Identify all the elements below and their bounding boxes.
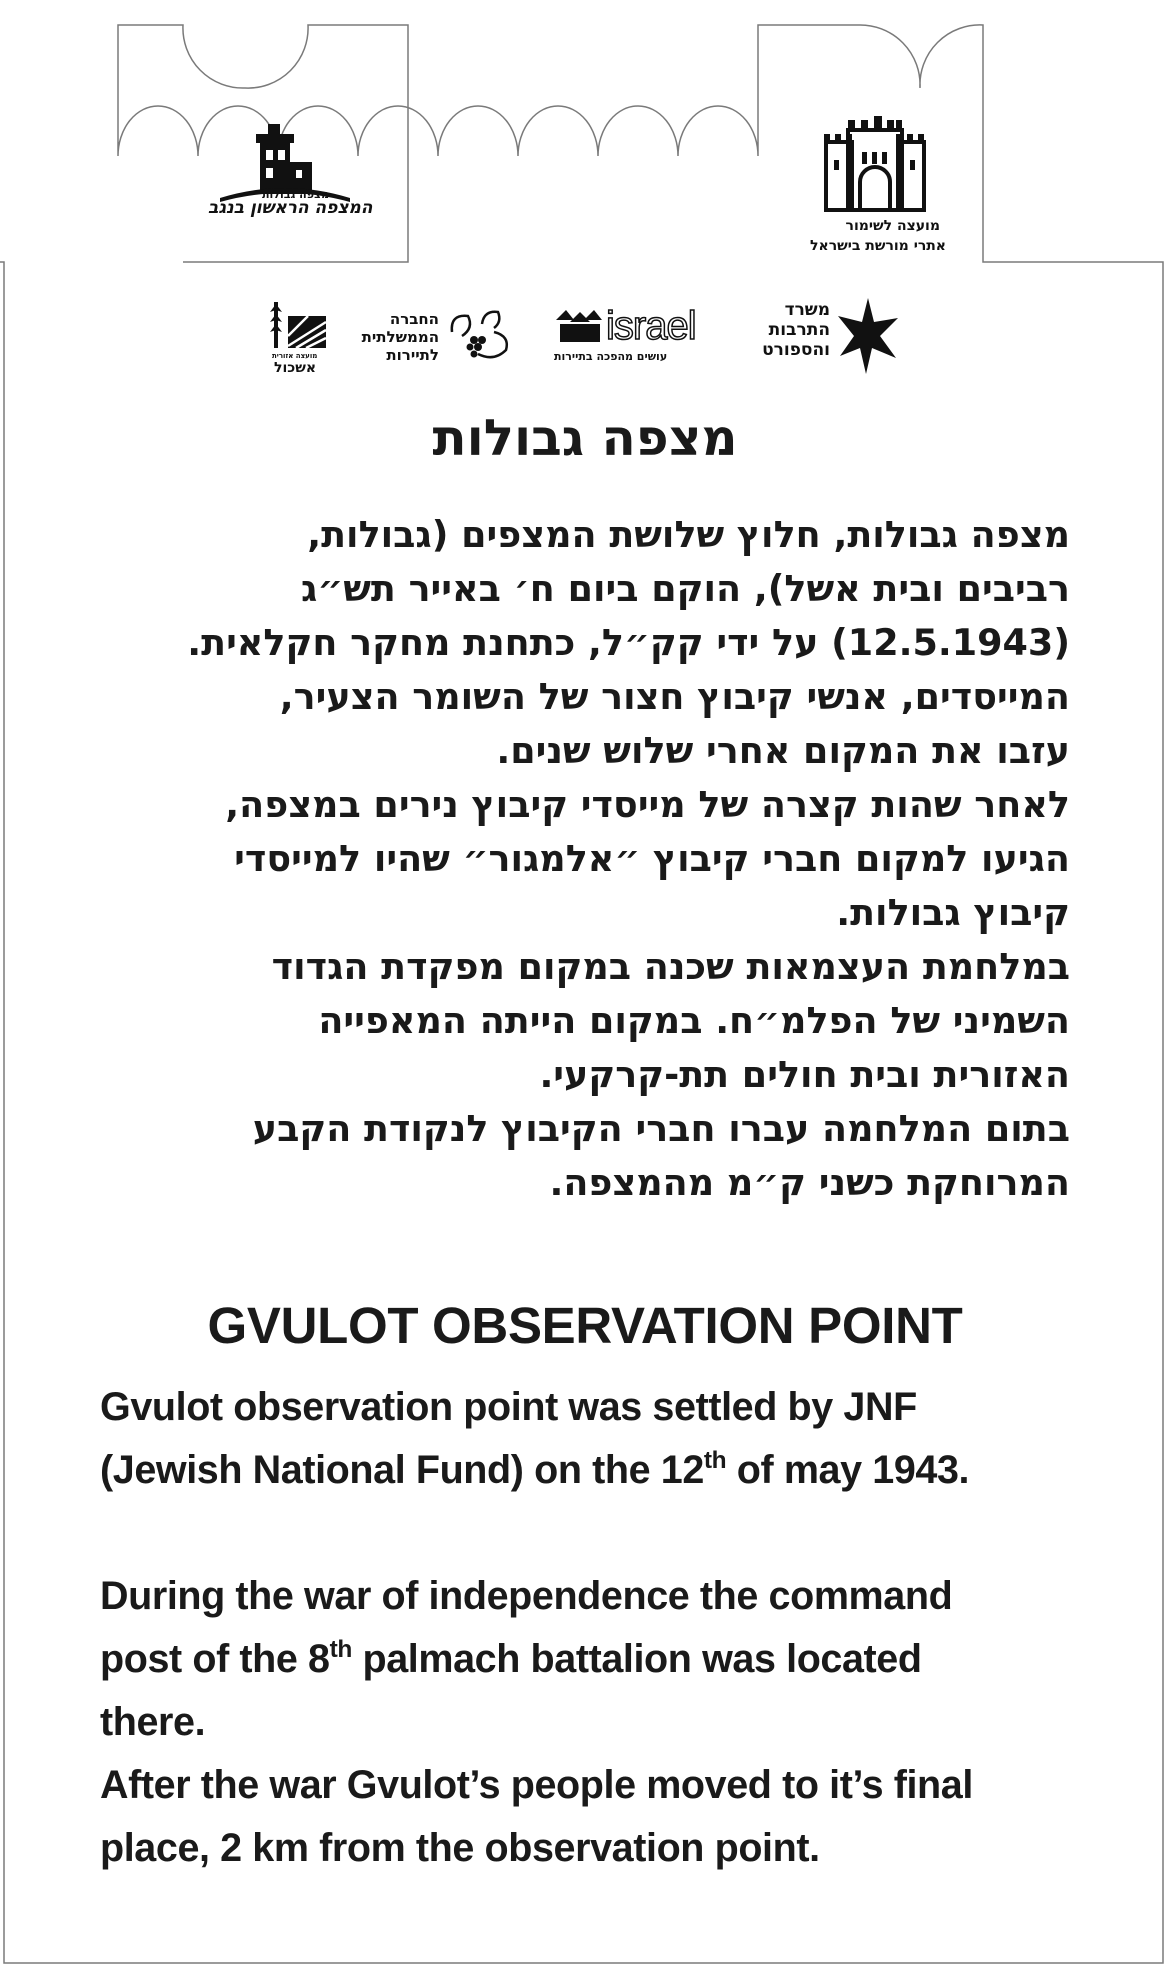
hebrew-line: בתום המלחמה עברו חברי הקיבוץ לנקודת הקבע (252, 1107, 1070, 1150)
hebrew-line: המרוחקת כשני ק״מ מהמצפה. (549, 1161, 1070, 1204)
tourism-company-line1: החברה (389, 310, 439, 328)
english-text: palmach battalion was located (351, 1637, 922, 1681)
grapes-icon (444, 306, 514, 362)
hebrew-line: עזבו את המקום אחרי שלוש שנים. (496, 729, 1070, 772)
star-burst-icon (836, 296, 900, 376)
heritage-council-logo (800, 112, 960, 262)
tourism-company-line2: הממשלתית (361, 328, 439, 346)
ordinal-suffix: th (329, 1635, 352, 1663)
english-body (100, 1376, 1080, 1880)
ministry-line2: התרבות (768, 320, 830, 340)
heritage-council-line2: אתרי מורשת בישראל (810, 238, 946, 254)
ministry-logo (752, 296, 902, 376)
mitzpe-gvulot-top-text: מצפה גבולות (262, 188, 330, 201)
hebrew-line: (12.5.1943) על ידי קק״ל, כתחנת מחקר חקלאית. (187, 621, 1070, 664)
wheat-field-icon (268, 302, 328, 352)
ordinal-suffix: th (703, 1446, 727, 1474)
eshkol-name: אשכול (274, 360, 317, 376)
english-line: After the war Gvulot’s people moved to it’s final (100, 1763, 973, 1807)
tourism-company-line3: לתיירות (386, 346, 439, 364)
eshkol-small-text: מועצה אזורית (272, 352, 318, 360)
hebrew-line: רביבים ובית אשל), הוקם ביום ח׳ באייר תש״ג (301, 567, 1070, 610)
tourism-company-logo (350, 306, 515, 370)
hebrew-line: הגיעו למקום חברי קיבוץ ״אלמגור״ שהיו למייסדי (234, 837, 1070, 880)
english-text: post of the 8 (100, 1637, 330, 1681)
english-text: (Jewish National Fund) on the 12 (100, 1448, 704, 1492)
english-line: place, 2 km from the observation point. (100, 1826, 820, 1870)
hebrew-line: מצפה גבולות, חלוץ שלושת המצפים (גבולות, (307, 513, 1070, 556)
paragraph-gap (100, 1502, 1080, 1565)
english-text: of may 1943. (726, 1448, 970, 1492)
hebrew-title: מצפה גבולות (432, 409, 738, 467)
hebrew-line: לאחר שהות קצרה של מייסדי קיבוץ נירים במצפה, (225, 783, 1070, 826)
ministry-line3: והספורט (762, 340, 830, 360)
english-line: there. (100, 1700, 206, 1744)
hebrew-line: השמיני של הפלמ״ח. במקום הייתה המאפייה (318, 999, 1070, 1042)
english-line (100, 1439, 1080, 1502)
english-line: During the war of independence the command (100, 1574, 953, 1618)
israel-tourism-logo (552, 304, 717, 368)
ministry-line1: משרד (784, 300, 830, 320)
mitzpe-gvulot-arc-text: המצפה הראשון בנגב (208, 198, 373, 218)
mitzpe-gvulot-logo (200, 118, 373, 218)
hebrew-line: האזורית ובית חולים תת-קרקעי. (539, 1053, 1070, 1096)
hebrew-body (100, 508, 1070, 1210)
hebrew-line: המייסדים, אנשי קיבוץ חצור של השומר הצעיר, (279, 675, 1070, 718)
israel-brand: israel (606, 304, 696, 348)
castle-icon (820, 112, 930, 212)
hebrew-line: במלחמת העצמאות שכנה במקום מפקדת הגדוד (271, 945, 1070, 988)
english-line: Gvulot observation point was settled by JNF (100, 1385, 917, 1429)
hebrew-line: קיבוץ גבולות. (836, 891, 1070, 934)
english-line (100, 1628, 1080, 1691)
israel-tagline: עושים מהפכה בתיירות (554, 350, 668, 363)
english-title: GVULOT OBSERVATION POINT (207, 1297, 963, 1354)
eshkol-logo (264, 302, 332, 376)
heritage-council-line1: מועצה לשימור (845, 218, 940, 234)
israel-tourism-icon (554, 310, 604, 346)
